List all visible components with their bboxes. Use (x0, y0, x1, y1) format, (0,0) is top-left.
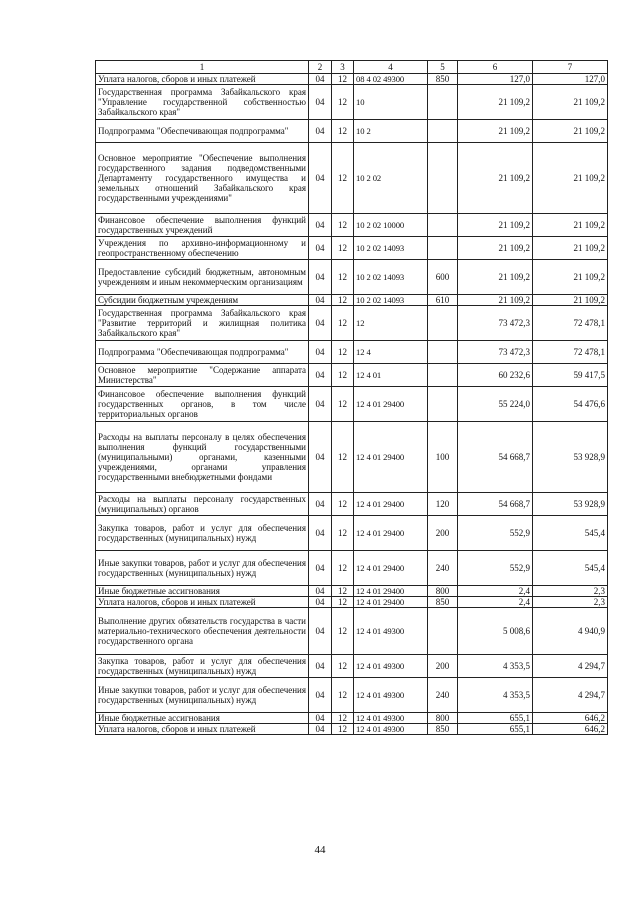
row-amount-year2-cell: 59 417,5 (533, 364, 608, 387)
row-subsection-cell: 12 (332, 597, 354, 608)
row-target-article-cell: 12 4 01 49300 (354, 655, 428, 678)
row-section-cell: 04 (309, 214, 332, 237)
row-section-cell: 04 (309, 341, 332, 364)
row-target-article-cell: 10 2 02 14093 (354, 295, 428, 306)
table-row (96, 493, 608, 516)
table-row (96, 85, 608, 120)
row-expense-type-cell (428, 85, 458, 120)
row-expense-type-cell: 200 (428, 655, 458, 678)
row-subsection-cell: 12 (332, 655, 354, 678)
row-name-cell: Подпрограмма "Обеспечивающая подпрограмма" (96, 120, 309, 143)
row-expense-type-cell (428, 608, 458, 655)
row-subsection-cell: 12 (332, 295, 354, 306)
row-expense-type-cell: 800 (428, 713, 458, 724)
row-amount-year1-cell: 4 353,5 (458, 678, 533, 713)
row-expense-type-cell (428, 364, 458, 387)
row-target-article-cell: 12 4 01 49300 (354, 678, 428, 713)
row-subsection-cell: 12 (332, 713, 354, 724)
row-section-cell: 04 (309, 143, 332, 214)
row-section-cell: 04 (309, 387, 332, 422)
row-target-article-cell: 10 2 02 14093 (354, 237, 428, 260)
row-section-cell: 04 (309, 655, 332, 678)
row-amount-year2-cell: 2,3 (533, 586, 608, 597)
row-name-cell: Уплата налогов, сборов и иных платежей (96, 597, 309, 608)
row-amount-year1-cell: 4 353,5 (458, 655, 533, 678)
row-name-cell: Основное мероприятие "Обеспечение выполнения государственного задания подведомственными Департаменту государственного имущества и земельных отношений Забайкальского края государственными учреждениями" (96, 143, 309, 214)
row-subsection-cell: 12 (332, 85, 354, 120)
row-name-cell: Выполнение других обязательств государства в части материально-технического обеспечения деятельности государственного органа (96, 608, 309, 655)
row-subsection-cell: 12 (332, 551, 354, 586)
row-target-article-cell: 12 (354, 306, 428, 341)
row-amount-year2-cell: 72 478,1 (533, 306, 608, 341)
row-section-cell: 04 (309, 422, 332, 493)
row-amount-year2-cell: 545,4 (533, 516, 608, 551)
row-target-article-cell: 12 4 01 49300 (354, 608, 428, 655)
table-row (96, 422, 608, 493)
row-name-cell: Уплата налогов, сборов и иных платежей (96, 74, 309, 85)
row-section-cell: 04 (309, 724, 332, 735)
row-target-article-cell: 10 2 02 10000 (354, 214, 428, 237)
row-amount-year1-cell: 5 008,6 (458, 608, 533, 655)
table-row (96, 678, 608, 713)
row-expense-type-cell: 850 (428, 724, 458, 735)
row-amount-year1-cell: 655,1 (458, 713, 533, 724)
row-section-cell: 04 (309, 597, 332, 608)
row-name-cell: Иные бюджетные ассигнования (96, 586, 309, 597)
row-amount-year1-cell: 21 109,2 (458, 260, 533, 295)
row-amount-year1-cell: 21 109,2 (458, 85, 533, 120)
row-target-article-cell: 12 4 01 29400 (354, 551, 428, 586)
row-amount-year2-cell: 127,0 (533, 74, 608, 85)
row-amount-year1-cell: 54 668,7 (458, 422, 533, 493)
row-amount-year1-cell: 21 109,2 (458, 120, 533, 143)
row-expense-type-cell (428, 237, 458, 260)
row-amount-year2-cell: 4 294,7 (533, 655, 608, 678)
row-target-article-cell: 12 4 (354, 341, 428, 364)
row-amount-year1-cell: 21 109,2 (458, 295, 533, 306)
row-expense-type-cell: 120 (428, 493, 458, 516)
table-row (96, 341, 608, 364)
row-amount-year1-cell: 55 224,0 (458, 387, 533, 422)
row-amount-year2-cell: 53 928,9 (533, 493, 608, 516)
budget-table (95, 60, 608, 735)
table-row (96, 608, 608, 655)
row-subsection-cell: 12 (332, 678, 354, 713)
row-amount-year2-cell: 545,4 (533, 551, 608, 586)
row-section-cell: 04 (309, 74, 332, 85)
table-row (96, 551, 608, 586)
row-section-cell: 04 (309, 516, 332, 551)
row-subsection-cell: 12 (332, 341, 354, 364)
row-name-cell: Субсидии бюджетным учреждениям (96, 295, 309, 306)
row-target-article-cell: 10 2 (354, 120, 428, 143)
row-amount-year2-cell: 72 478,1 (533, 341, 608, 364)
row-section-cell: 04 (309, 551, 332, 586)
row-amount-year1-cell: 60 232,6 (458, 364, 533, 387)
row-expense-type-cell: 240 (428, 678, 458, 713)
row-amount-year2-cell: 21 109,2 (533, 260, 608, 295)
row-amount-year1-cell: 127,0 (458, 74, 533, 85)
row-amount-year2-cell: 21 109,2 (533, 143, 608, 214)
table-row (96, 724, 608, 735)
row-expense-type-cell: 610 (428, 295, 458, 306)
row-amount-year2-cell: 4 940,9 (533, 608, 608, 655)
table-row (96, 516, 608, 551)
row-target-article-cell: 12 4 01 29400 (354, 387, 428, 422)
row-target-article-cell: 10 2 02 14093 (354, 260, 428, 295)
row-subsection-cell: 12 (332, 260, 354, 295)
row-subsection-cell: 12 (332, 120, 354, 143)
row-expense-type-cell: 850 (428, 74, 458, 85)
table-row (96, 364, 608, 387)
row-subsection-cell: 12 (332, 306, 354, 341)
row-amount-year1-cell: 2,4 (458, 597, 533, 608)
row-section-cell: 04 (309, 237, 332, 260)
table-row (96, 143, 608, 214)
row-target-article-cell: 12 4 01 29400 (354, 597, 428, 608)
column-header: 2 (309, 61, 332, 74)
row-amount-year2-cell: 2,3 (533, 597, 608, 608)
table-row (96, 713, 608, 724)
row-amount-year2-cell: 21 109,2 (533, 237, 608, 260)
row-subsection-cell: 12 (332, 74, 354, 85)
row-subsection-cell: 12 (332, 143, 354, 214)
row-section-cell: 04 (309, 120, 332, 143)
column-header: 7 (533, 61, 608, 74)
row-amount-year2-cell: 54 476,6 (533, 387, 608, 422)
table-row (96, 597, 608, 608)
row-section-cell: 04 (309, 586, 332, 597)
row-expense-type-cell (428, 143, 458, 214)
row-name-cell: Финансовое обеспечение выполнения функций государственных органов, в том числе территориальных органов (96, 387, 309, 422)
table-row (96, 74, 608, 85)
row-amount-year1-cell: 2,4 (458, 586, 533, 597)
row-subsection-cell: 12 (332, 422, 354, 493)
row-target-article-cell: 12 4 01 49300 (354, 724, 428, 735)
column-header: 4 (354, 61, 428, 74)
row-target-article-cell: 10 2 02 (354, 143, 428, 214)
row-subsection-cell: 12 (332, 516, 354, 551)
page-number: 44 (314, 844, 326, 856)
table-row (96, 237, 608, 260)
table-row (96, 120, 608, 143)
row-amount-year2-cell: 21 109,2 (533, 85, 608, 120)
row-subsection-cell: 12 (332, 214, 354, 237)
row-name-cell: Государственная программа Забайкальского края "Управление государственной собственностью Забайкальского края" (96, 85, 309, 120)
row-expense-type-cell (428, 387, 458, 422)
row-expense-type-cell: 240 (428, 551, 458, 586)
row-subsection-cell: 12 (332, 387, 354, 422)
row-expense-type-cell (428, 214, 458, 237)
row-amount-year1-cell: 21 109,2 (458, 214, 533, 237)
table-body (96, 74, 608, 735)
row-amount-year1-cell: 73 472,3 (458, 306, 533, 341)
row-expense-type-cell: 800 (428, 586, 458, 597)
table-row (96, 260, 608, 295)
row-name-cell: Расходы на выплаты персоналу в целях обеспечения выполнения функций государственными (муниципальными) органами, казенными учреждениями, органами управления государственными внебюджетными фондами (96, 422, 309, 493)
row-section-cell: 04 (309, 260, 332, 295)
row-amount-year1-cell: 21 109,2 (458, 143, 533, 214)
row-expense-type-cell: 850 (428, 597, 458, 608)
row-target-article-cell: 12 4 01 (354, 364, 428, 387)
table-row (96, 655, 608, 678)
column-header: 3 (332, 61, 354, 74)
row-name-cell: Иные закупки товаров, работ и услуг для обеспечения государственных (муниципальных) нужд (96, 678, 309, 713)
row-target-article-cell: 12 4 01 49300 (354, 713, 428, 724)
row-subsection-cell: 12 (332, 237, 354, 260)
row-target-article-cell: 12 4 01 29400 (354, 493, 428, 516)
row-section-cell: 04 (309, 364, 332, 387)
row-section-cell: 04 (309, 493, 332, 516)
row-name-cell: Основное мероприятие "Содержание аппарата Министерства" (96, 364, 309, 387)
row-expense-type-cell (428, 341, 458, 364)
column-header: 1 (96, 61, 309, 74)
row-amount-year2-cell: 21 109,2 (533, 120, 608, 143)
row-subsection-cell: 12 (332, 364, 354, 387)
column-header: 5 (428, 61, 458, 74)
row-target-article-cell: 12 4 01 29400 (354, 586, 428, 597)
row-name-cell: Иные бюджетные ассигнования (96, 713, 309, 724)
row-target-article-cell: 12 4 01 29400 (354, 516, 428, 551)
row-name-cell: Подпрограмма "Обеспечивающая подпрограмма" (96, 341, 309, 364)
row-amount-year1-cell: 655,1 (458, 724, 533, 735)
row-expense-type-cell (428, 306, 458, 341)
row-name-cell: Расходы на выплаты персоналу государственных (муниципальных) органов (96, 493, 309, 516)
row-target-article-cell: 08 4 02 49300 (354, 74, 428, 85)
table-header-row (96, 61, 608, 74)
row-target-article-cell: 10 (354, 85, 428, 120)
row-subsection-cell: 12 (332, 724, 354, 735)
table-row (96, 306, 608, 341)
row-name-cell: Финансовое обеспечение выполнения функций государственных учреждений (96, 214, 309, 237)
row-expense-type-cell: 600 (428, 260, 458, 295)
row-section-cell: 04 (309, 678, 332, 713)
row-name-cell: Учреждения по архивно-информационному и геопространственному обеспечению (96, 237, 309, 260)
row-name-cell: Уплата налогов, сборов и иных платежей (96, 724, 309, 735)
row-amount-year2-cell: 646,2 (533, 724, 608, 735)
row-amount-year1-cell: 21 109,2 (458, 237, 533, 260)
row-section-cell: 04 (309, 295, 332, 306)
row-target-article-cell: 12 4 01 29400 (354, 422, 428, 493)
table-row (96, 387, 608, 422)
row-amount-year1-cell: 73 472,3 (458, 341, 533, 364)
row-section-cell: 04 (309, 306, 332, 341)
row-subsection-cell: 12 (332, 586, 354, 597)
row-subsection-cell: 12 (332, 493, 354, 516)
row-section-cell: 04 (309, 608, 332, 655)
row-name-cell: Предоставление субсидий бюджетным, автономным учреждениям и иным некоммерческим организациям (96, 260, 309, 295)
row-amount-year2-cell: 53 928,9 (533, 422, 608, 493)
table-row (96, 214, 608, 237)
row-expense-type-cell: 100 (428, 422, 458, 493)
table-row (96, 295, 608, 306)
row-amount-year1-cell: 552,9 (458, 551, 533, 586)
row-amount-year2-cell: 21 109,2 (533, 214, 608, 237)
row-amount-year2-cell: 21 109,2 (533, 295, 608, 306)
row-name-cell: Закупка товаров, работ и услуг для обеспечения государственных (муниципальных) нужд (96, 516, 309, 551)
row-amount-year2-cell: 646,2 (533, 713, 608, 724)
row-expense-type-cell (428, 120, 458, 143)
row-subsection-cell: 12 (332, 608, 354, 655)
row-amount-year1-cell: 54 668,7 (458, 493, 533, 516)
row-amount-year1-cell: 552,9 (458, 516, 533, 551)
row-name-cell: Государственная программа Забайкальского края "Развитие территорий и жилищная политика Забайкальского края" (96, 306, 309, 341)
row-name-cell: Иные закупки товаров, работ и услуг для обеспечения государственных (муниципальных) нужд (96, 551, 309, 586)
row-name-cell: Закупка товаров, работ и услуг для обеспечения государственных (муниципальных) нужд (96, 655, 309, 678)
row-expense-type-cell: 200 (428, 516, 458, 551)
table-row (96, 586, 608, 597)
row-section-cell: 04 (309, 713, 332, 724)
row-amount-year2-cell: 4 294,7 (533, 678, 608, 713)
row-section-cell: 04 (309, 85, 332, 120)
column-header: 6 (458, 61, 533, 74)
